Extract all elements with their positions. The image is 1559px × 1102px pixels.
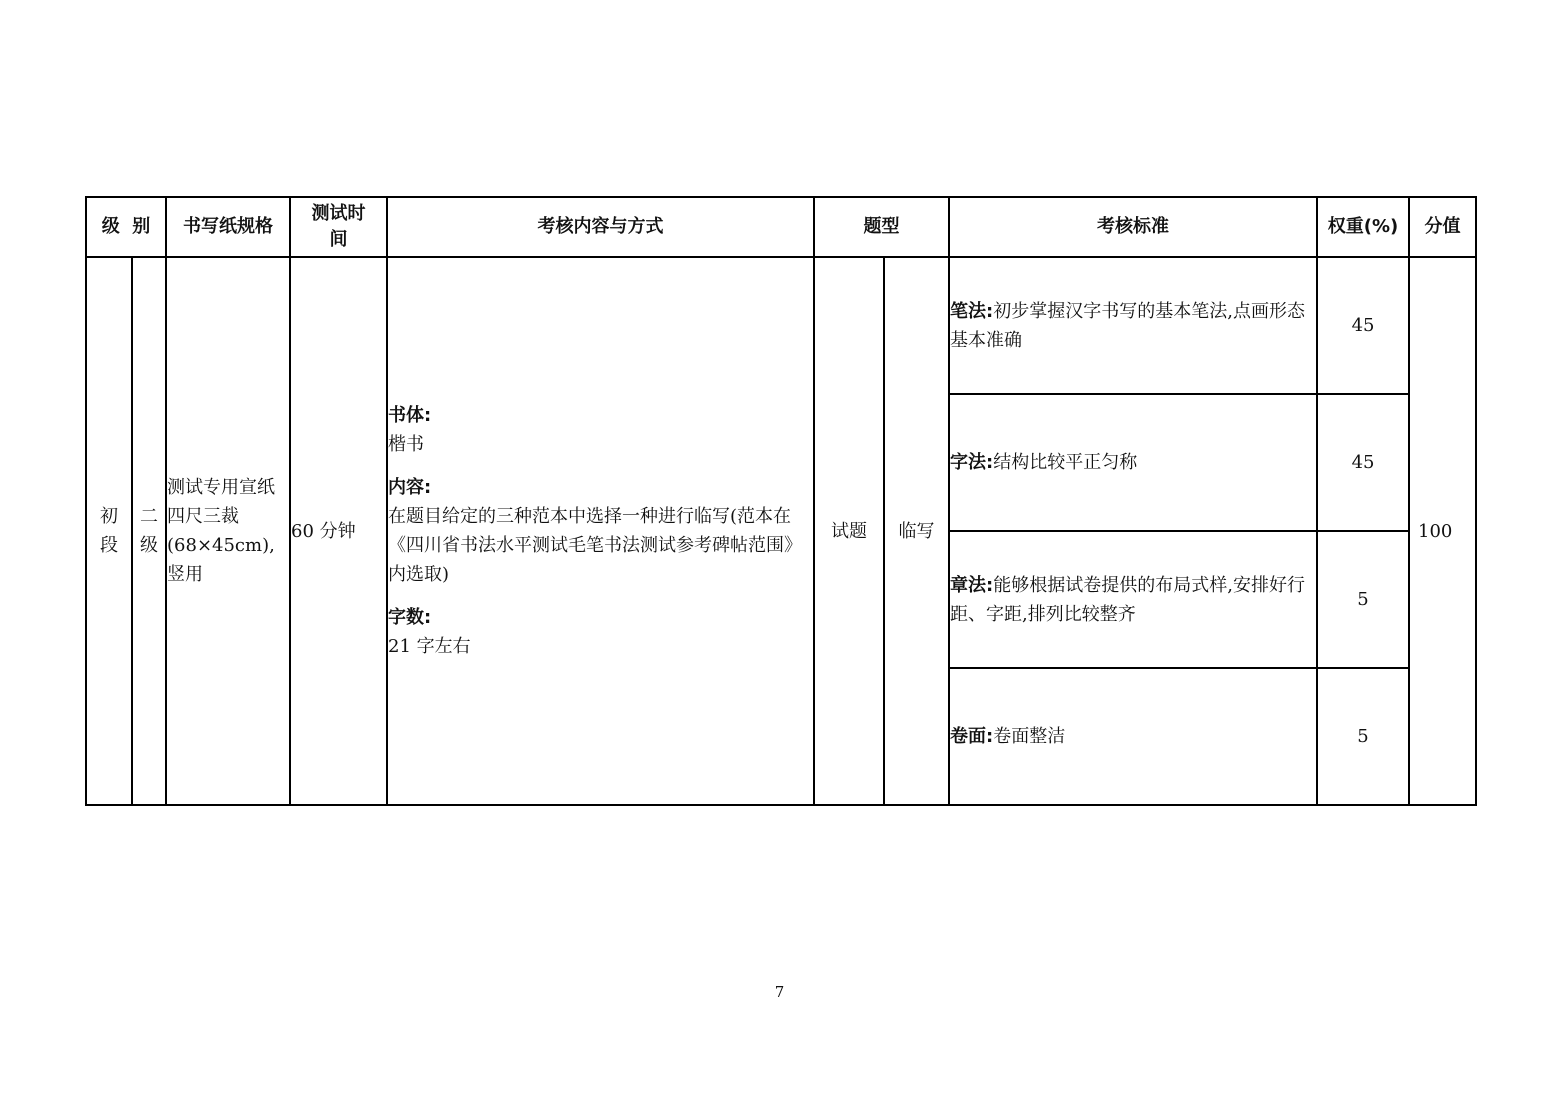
level-main-cell (86, 257, 132, 805)
level-main-char: 初 (100, 506, 118, 527)
header-standard: 考核标准 (949, 197, 1317, 257)
content-label: 书体: (388, 405, 432, 426)
header-level: 级 别 (86, 197, 166, 257)
level-sub-cell (132, 257, 166, 805)
standard-text: 卷面整洁 (993, 726, 1066, 747)
standard-label: 字法: (950, 452, 994, 473)
exam-standard-table (85, 196, 1477, 806)
content-label: 内容: (388, 477, 432, 498)
header-score: 分值 (1409, 197, 1476, 257)
paper-spec-cell: 测试专用宣纸四尺三裁(68×45cm),竖用 (166, 257, 290, 805)
standard-label: 章法: (950, 574, 994, 596)
content-cell (387, 257, 814, 805)
content-text: 楷书 (388, 434, 425, 455)
content-label: 字数: (388, 607, 432, 628)
weight-cell: 45 (1317, 394, 1409, 531)
test-time-cell: 60 分钟 (290, 257, 387, 805)
level-sub-char: 二 (140, 506, 158, 527)
standard-text: 能够根据试卷提供的布局式样,安排好行距、字距,排列比较整齐 (950, 574, 1305, 625)
header-weight: 权重(%) (1317, 197, 1409, 257)
header-type: 题型 (814, 197, 949, 257)
weight-cell: 5 (1317, 531, 1409, 668)
standard-text: 结构比较平正匀称 (993, 452, 1138, 473)
level-main-char: 段 (100, 535, 118, 556)
header-content: 考核内容与方式 (387, 197, 814, 257)
standard-text: 初步掌握汉字书写的基本笔法,点画形态基本准确 (950, 300, 1305, 351)
standard-label: 卷面: (950, 726, 994, 747)
score-cell: 100 (1409, 257, 1476, 805)
weight-cell: 5 (1317, 668, 1409, 805)
header-time: 测试时间 (290, 197, 387, 257)
standard-cell (949, 531, 1317, 668)
standard-cell (949, 394, 1317, 531)
standard-cell (949, 257, 1317, 394)
content-block-count (388, 603, 813, 661)
type-sub-cell: 临写 (884, 257, 949, 805)
content-block-style (388, 401, 813, 459)
content-block-content (388, 473, 813, 589)
page-number: 7 (774, 983, 785, 1001)
content-text: 在题目给定的三种范本中选择一种进行临写(范本在《四川省书法水平测试毛笔书法测试参考碑帖范围》内选取) (388, 506, 803, 585)
type-main-cell: 试题 (814, 257, 884, 805)
standard-cell (949, 668, 1317, 805)
weight-cell: 45 (1317, 257, 1409, 394)
standard-label: 笔法: (950, 300, 994, 322)
level-sub-char: 级 (140, 535, 158, 556)
header-paper: 书写纸规格 (166, 197, 290, 257)
content-text: 21 字左右 (388, 636, 471, 657)
